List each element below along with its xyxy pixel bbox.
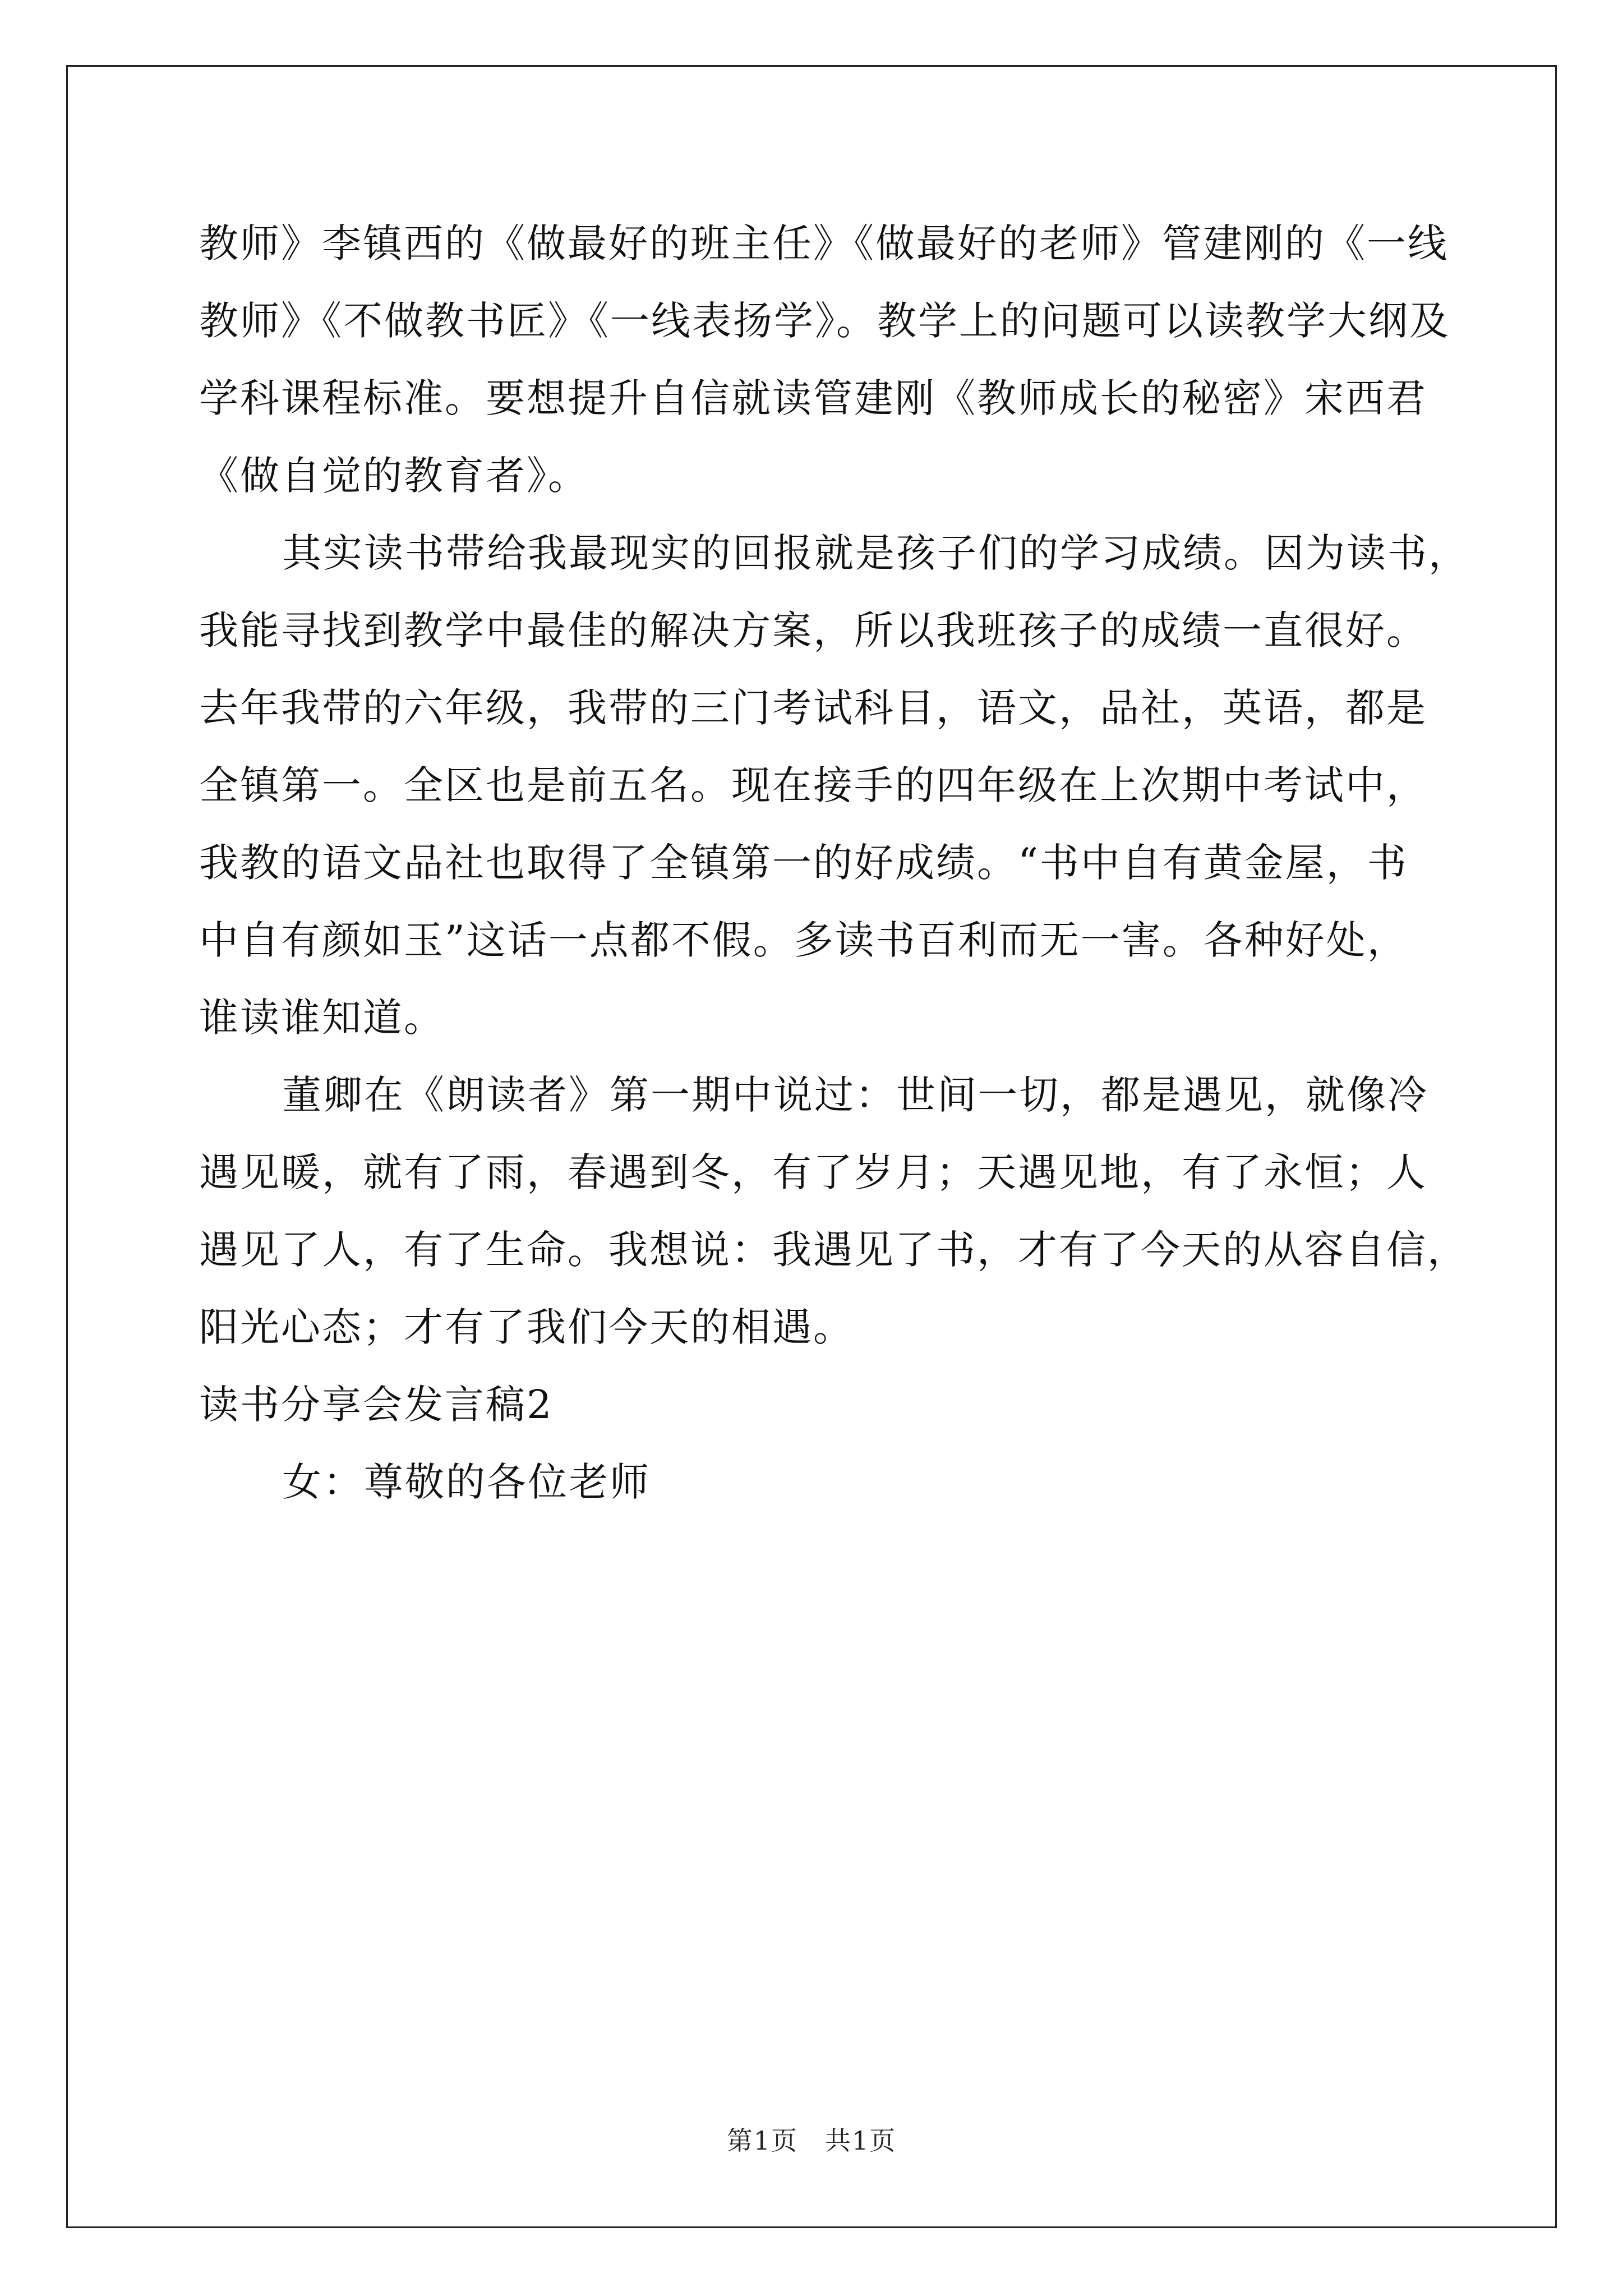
text-line: 全镇第一。全区也是前五名。现在接手的四年级在上次期中考试中， bbox=[199, 762, 1427, 808]
page-number-footer: 第1页 共1页 bbox=[726, 2125, 897, 2156]
text-line: 《做自觉的教育者》。 bbox=[199, 453, 589, 499]
text-line: 遇见暖，就有了雨，春遇到冬，有了岁月；天遇见地，有了永恒；人 bbox=[199, 1149, 1427, 1195]
text-line: 中自有颜如玉”这话一点都不假。多读书百利而无一害。各种好处， bbox=[199, 917, 1408, 963]
text-line: 阳光心态；才有了我们今天的相遇。 bbox=[199, 1304, 854, 1350]
text-line: 谁读谁知道。 bbox=[199, 995, 445, 1041]
paragraph-start-line: 其实读书带给我最现实的回报就是孩子们的学习成绩。因为读书， bbox=[282, 530, 1469, 576]
text-line: 学科课程标准。要想提升自信就读管建刚《教师成长的秘密》宋西君 bbox=[199, 375, 1427, 421]
text-line: 教师》《不做教书匠》《一线表扬学》。教学上的问题可以读教学大纲及 bbox=[199, 298, 1450, 344]
text-line: 遇见了人，有了生命。我想说：我遇见了书，才有了今天的从容自信， bbox=[199, 1227, 1468, 1273]
text-line: 去年我带的六年级，我带的三门考试科目，语文，品社，英语，都是 bbox=[199, 685, 1427, 731]
text-line: 我能寻找到教学中最佳的解决方案，所以我班孩子的成绩一直很好。 bbox=[199, 608, 1427, 654]
text-line: 我教的语文品社也取得了全镇第一的好成绩。“书中自有黄金屋，书 bbox=[199, 840, 1408, 886]
section-heading: 读书分享会发言稿2 bbox=[199, 1382, 554, 1428]
paragraph-start-line: 女：尊敬的各位老师 bbox=[282, 1459, 651, 1505]
paragraph-start-line: 董卿在《朗读者》第一期中说过：世间一切，都是遇见，就像冷 bbox=[282, 1072, 1428, 1118]
text-line: 教师》李镇西的《做最好的班主任》《做最好的老师》管建刚的《一线 bbox=[199, 220, 1449, 266]
